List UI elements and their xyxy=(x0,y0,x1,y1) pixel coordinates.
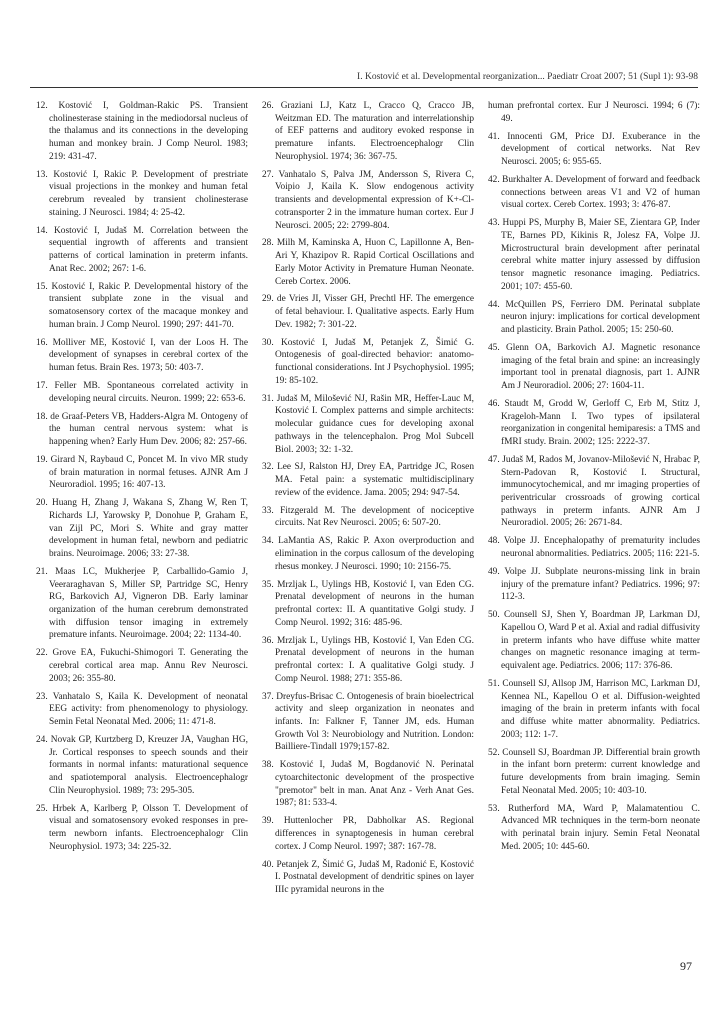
reference-50: 50. Counsell SJ, Shen Y, Boardman JP, Larkman DJ, Kapellou O, Ward P et al. Axial and radial diffusivity in preterm infants who have diffuse white matter changes on magnetic resonance imaging at term-equivalent age. Pediatrics. 2006; 117: 376-86. xyxy=(488,610,700,671)
reference-46: 46. Staudt M, Grodd W, Gerloff C, Erb M, Stitz J, Krageloh-Mann I. Two types of ipsilateral reorganization in congenital hemiparesis: a TMS and fMRI study. Brain. 2002; 125: 2222-37. xyxy=(488,398,700,447)
reference-column-2 xyxy=(262,100,474,902)
reference-32: 32. Lee SJ, Ralston HJ, Drey EA, Partridge JC, Rosen MA. Fetal pain: a systematic multidisciplinary review of the evidence. Jama. 2005; 294: 947-54. xyxy=(262,462,474,498)
reference-43: 43. Huppi PS, Murphy B, Maier SE, Zientara GP, Inder TE, Barnes PD, Kikinis R, Jolesz FA, Volpe JJ. Microstructural brain development after perinatal cerebral white matter injury assessed by diffusion tensor magnetic resonance imaging. Pediatrics. 2001; 107: 455-60. xyxy=(488,218,700,292)
reference-47: 47. Judaš M, Rados M, Jovanov-Milošević N, Hrabac P, Stern-Padovan R, Kostović I. Structural, immunocytochemical, and mr imaging properties of periventricular crossroads of growing cortical pathways in preterm infants. AJNR Am J Neuroradiol. 2005; 26: 2671-84. xyxy=(488,454,700,529)
reference-26: 26. Graziani LJ, Katz L, Cracco Q, Cracco JB, Weitzman ED. The maturation and interrelationship of EEF patterns and auditory evoked response in premature infants. Electroencephalogr Clin Neurophysiol. 1974; 36: 367-75. xyxy=(262,101,474,162)
reference-53: 53. Rutherford MA, Ward P, Malamatentiou C. Advanced MR techniques in the term-born neonate with perinatal brain injury. Semin Fetal Neonatal Med. 2005; 10: 445-60. xyxy=(488,803,700,852)
reference-25: 25. Hrbek A, Karlberg P, Olsson T. Development of visual and somatosensory evoked responses in pre-term newborn infants. Electroencephalogr Clin Neurophysiol. 1973; 34: 225-32. xyxy=(36,803,248,852)
reference-12: 12. Kostović I, Goldman-Rakic PS. Transient cholinesterase staining in the mediodorsal nucleus of the thalamus and its connections in the developing human and monkey brain. J Comp Neurol. 1983; 219: 431-47. xyxy=(36,101,248,162)
reference-36: 36. Mrzljak L, Uylings HB, Kostović I, Van Eden CG. Prenatal development of neurons in the human prefrontal cortex: I. A qualitative Golgi study. J Comp Neurol. 1988; 271: 355-86. xyxy=(262,635,474,684)
reference-38: 38. Kostović I, Judaš M, Bogdanović N. Perinatal cytoarchitectonic development of the prospective "premotor" belt in man. Anat Anz - Verh Anat Ges. 1987; 81: 533-4. xyxy=(262,760,474,809)
reference-34: 34. LaMantia AS, Rakic P. Axon overproduction and elimination in the corpus callosum of the developing rhesus monkey. J Neurosci. 1990; 10: 2156-75. xyxy=(262,536,474,572)
page-number: 97 xyxy=(680,959,692,973)
reference-column-3 xyxy=(488,100,700,859)
reference-45: 45. Glenn OA, Barkovich AJ. Magnetic resonance imaging of the fetal brain and spine: an increasingly important tool in prenatal diagnosis, part 1. AJNR Am J Neuroradiol. 2006; 27: 1604-11. xyxy=(488,342,700,391)
reference-30: 30. Kostović I, Judaš M, Petanjek Z, Šimić G. Ontogenesis of goal-directed behavior: anatomo-functional considerations. Int J Psychophysiol. 1995; 19: 85-102. xyxy=(262,337,474,386)
reference-14: 14. Kostović I, Judaš M. Correlation between the sequential ingrowth of afferents and transient patterns of cortical lamination in preterm infants. Anat Rec. 2002; 267: 1-6. xyxy=(36,225,248,274)
header-rule xyxy=(30,87,698,88)
reference-41: 41. Innocenti GM, Price DJ. Exuberance in the development of cortical networks. Nat Rev Neurosci. 2005; 6: 955-65. xyxy=(488,131,700,167)
reference-48: 48. Volpe JJ. Encephalopathy of prematurity includes neuronal abnormalities. Pediatrics. 2005; 116: 221-5. xyxy=(488,536,700,559)
reference-27: 27. Vanhatalo S, Palva JM, Andersson S, Rivera C, Voipio J, Kaila K. Slow endogenous activity transients and developmental expression of K+-Cl- cotransporter 2 in the immature human cortex. Eur J Neurosci. 2005; 22: 2799-804. xyxy=(262,169,474,231)
running-header: I. Kostović et al. Developmental reorganization... Paediatr Croat 2007; 51 (Supl 1): 93-98 xyxy=(357,72,698,82)
reference-35: 35. Mrzljak L, Uylings HB, Kostović I, van Eden CG. Prenatal development of neurons in the human prefrontal cortex: II. A quantitative Golgi study. J Comp Neurol. 1992; 316: 485-96. xyxy=(262,579,474,628)
reference-29: 29. de Vries JI, Visser GH, Prechtl HF. The emergence of fetal behaviour. I. Qualitative aspects. Early Hum Dev. 1982; 7: 301-22. xyxy=(262,294,474,330)
reference-18: 18. de Graaf-Peters VB, Hadders-Algra M. Ontogeny of the human central nervous system: what is happening when? Early Hum Dev. 2006; 82: 257-66. xyxy=(36,411,248,447)
reference-40: 40. Petanjek Z, Šimić G, Judaš M, Radonić E, Kostović I. Postnatal development of dendritic spines on layer IIIc pyramidal neurons in the xyxy=(262,859,474,895)
reference-23: 23. Vanhatalo S, Kaila K. Development of neonatal EEG activity: from phenomenology to physiology. Semin Fetal Neonatal Med. 2006; 11: 471-8. xyxy=(36,691,248,727)
reference-column-1 xyxy=(36,100,248,859)
reference-22: 22. Grove EA, Fukuchi-Shimogori T. Generating the cerebral cortical area map. Annu Rev Neurosci. 2003; 26: 355-80. xyxy=(36,648,248,684)
reference-19: 19. Girard N, Raybaud C, Poncet M. In vivo MR study of brain maturation in normal fetuses. AJNR Am J Neuroradiol. 1995; 16: 407-13. xyxy=(36,454,248,491)
reference-21: 21. Maas LC, Mukherjee P, Carballido-Gamio J, Veeraraghavan S, Miller SP, Partridge SC, Henry RG, Barkovich AJ, Vigneron DB. Early laminar organization of the human cerebrum demonstrated with diffusion tensor imaging in extremely premature infants. Neuroimage. 2004; 22: 1134-40. xyxy=(36,566,248,641)
reference-31: 31. Judaš M, Milošević NJ, Rašin MR, Heffer-Lauc M, Kostović I. Complex patterns and simple architects: molecular guidance cues for developing axonal pathways in the telencephalon. Prog Mol Subcell Biol. 2003; 32: 1-32. xyxy=(262,393,474,455)
reference-39: 39. Huttenlocher PR, Dabholkar AS. Regional differences in synaptogenesis in human cerebral cortex. J Comp Neurol. 1997; 387: 167-78. xyxy=(262,816,474,852)
reference-28: 28. Milh M, Kaminska A, Huon C, Lapillonne A, Ben-Ari Y, Khazipov R. Rapid Cortical Oscillations and Early Motor Activity in Premature Human Neonate. Cereb Cortex. 2006. xyxy=(262,238,474,287)
reference-13: 13. Kostović I, Rakic P. Development of prestriate visual projections in the monkey and human fetal cerebrum revealed by transient cholinesterase staining. J Neurosci. 1984; 4: 25-42. xyxy=(36,169,248,218)
reference-24: 24. Novak GP, Kurtzberg D, Kreuzer JA, Vaughan HG, Jr. Cortical responses to speech sounds and their formants in normal infants: maturational sequence and spatiotemporal analysis. Electroencephalogr Clin Neurophysiol. 1989; 73: 295-305. xyxy=(36,734,248,796)
reference-37: 37. Dreyfus-Brisac C. Ontogenesis of brain bioelectrical activity and sleep organization in neonates and infants. In: Falkner F, Tanner JM, eds. Human Growth Vol 3: Neurobiology and Nutrition. London: Bailliere-Tindall 1979;157-82. xyxy=(262,691,474,753)
reference-44: 44. McQuillen PS, Ferriero DM. Perinatal subplate neuron injury: implications for cortical development and plasticity. Brain Pathol. 2005; 15: 250-60. xyxy=(488,299,700,335)
reference-49: 49. Volpe JJ. Subplate neurons-missing link in brain injury of the premature infant? Pediatrics. 1996; 97: 112-3. xyxy=(488,566,700,603)
reference-20: 20. Huang H, Zhang J, Wakana S, Zhang W, Ren T, Richards LJ, Yarowsky P, Donohue P, Graham E, van Zijl PC, Mori S. White and gray matter development in human fetal, newborn and pediatric brains. Neuroimage. 2006; 33: 27-38. xyxy=(36,498,248,559)
reference-15: 15. Kostović I, Rakic P. Developmental history of the transient subplate zone in the visual and somatosensory cortex of the macaque monkey and human brain. J Comp Neurol. 1990; 297: 441-70. xyxy=(36,281,248,330)
reference-51: 51. Counsell SJ, Allsop JM, Harrison MC, Larkman DJ, Kennea NL, Kapellou O et al. Diffusion-weighted imaging of the brain in preterm infants with focal and diffuse white matter abnormality. Pediatrics. 2003; 112: 1-7. xyxy=(488,678,700,740)
reference-16: 16. Molliver ME, Kostović I, van der Loos H. The development of synapses in cerebral cortex of the human fetus. Brain Res. 1973; 50: 403-7. xyxy=(36,337,248,374)
reference-40-continued: human prefrontal cortex. Eur J Neurosci. 1994; 6 (7): 49. xyxy=(488,101,700,124)
reference-33: 33. Fitzgerald M. The development of nociceptive circuits. Nat Rev Neurosci. 2005; 6: 507-20. xyxy=(262,505,474,529)
reference-17: 17. Feller MB. Spontaneous correlated activity in developing neural circuits. Neuron. 1999; 22: 653-6. xyxy=(36,381,248,404)
reference-52: 52. Counsell SJ, Boardman JP. Differential brain growth in the infant born preterm: current knowledge and future developments from brain imaging. Semin Fetal Neonatal Med. 2005; 10: 403-10. xyxy=(488,747,700,796)
reference-42: 42. Burkhalter A. Development of forward and feedback connections between areas V1 and V2 of human visual cortex. Cereb Cortex. 1993; 3: 476-87. xyxy=(488,174,700,211)
